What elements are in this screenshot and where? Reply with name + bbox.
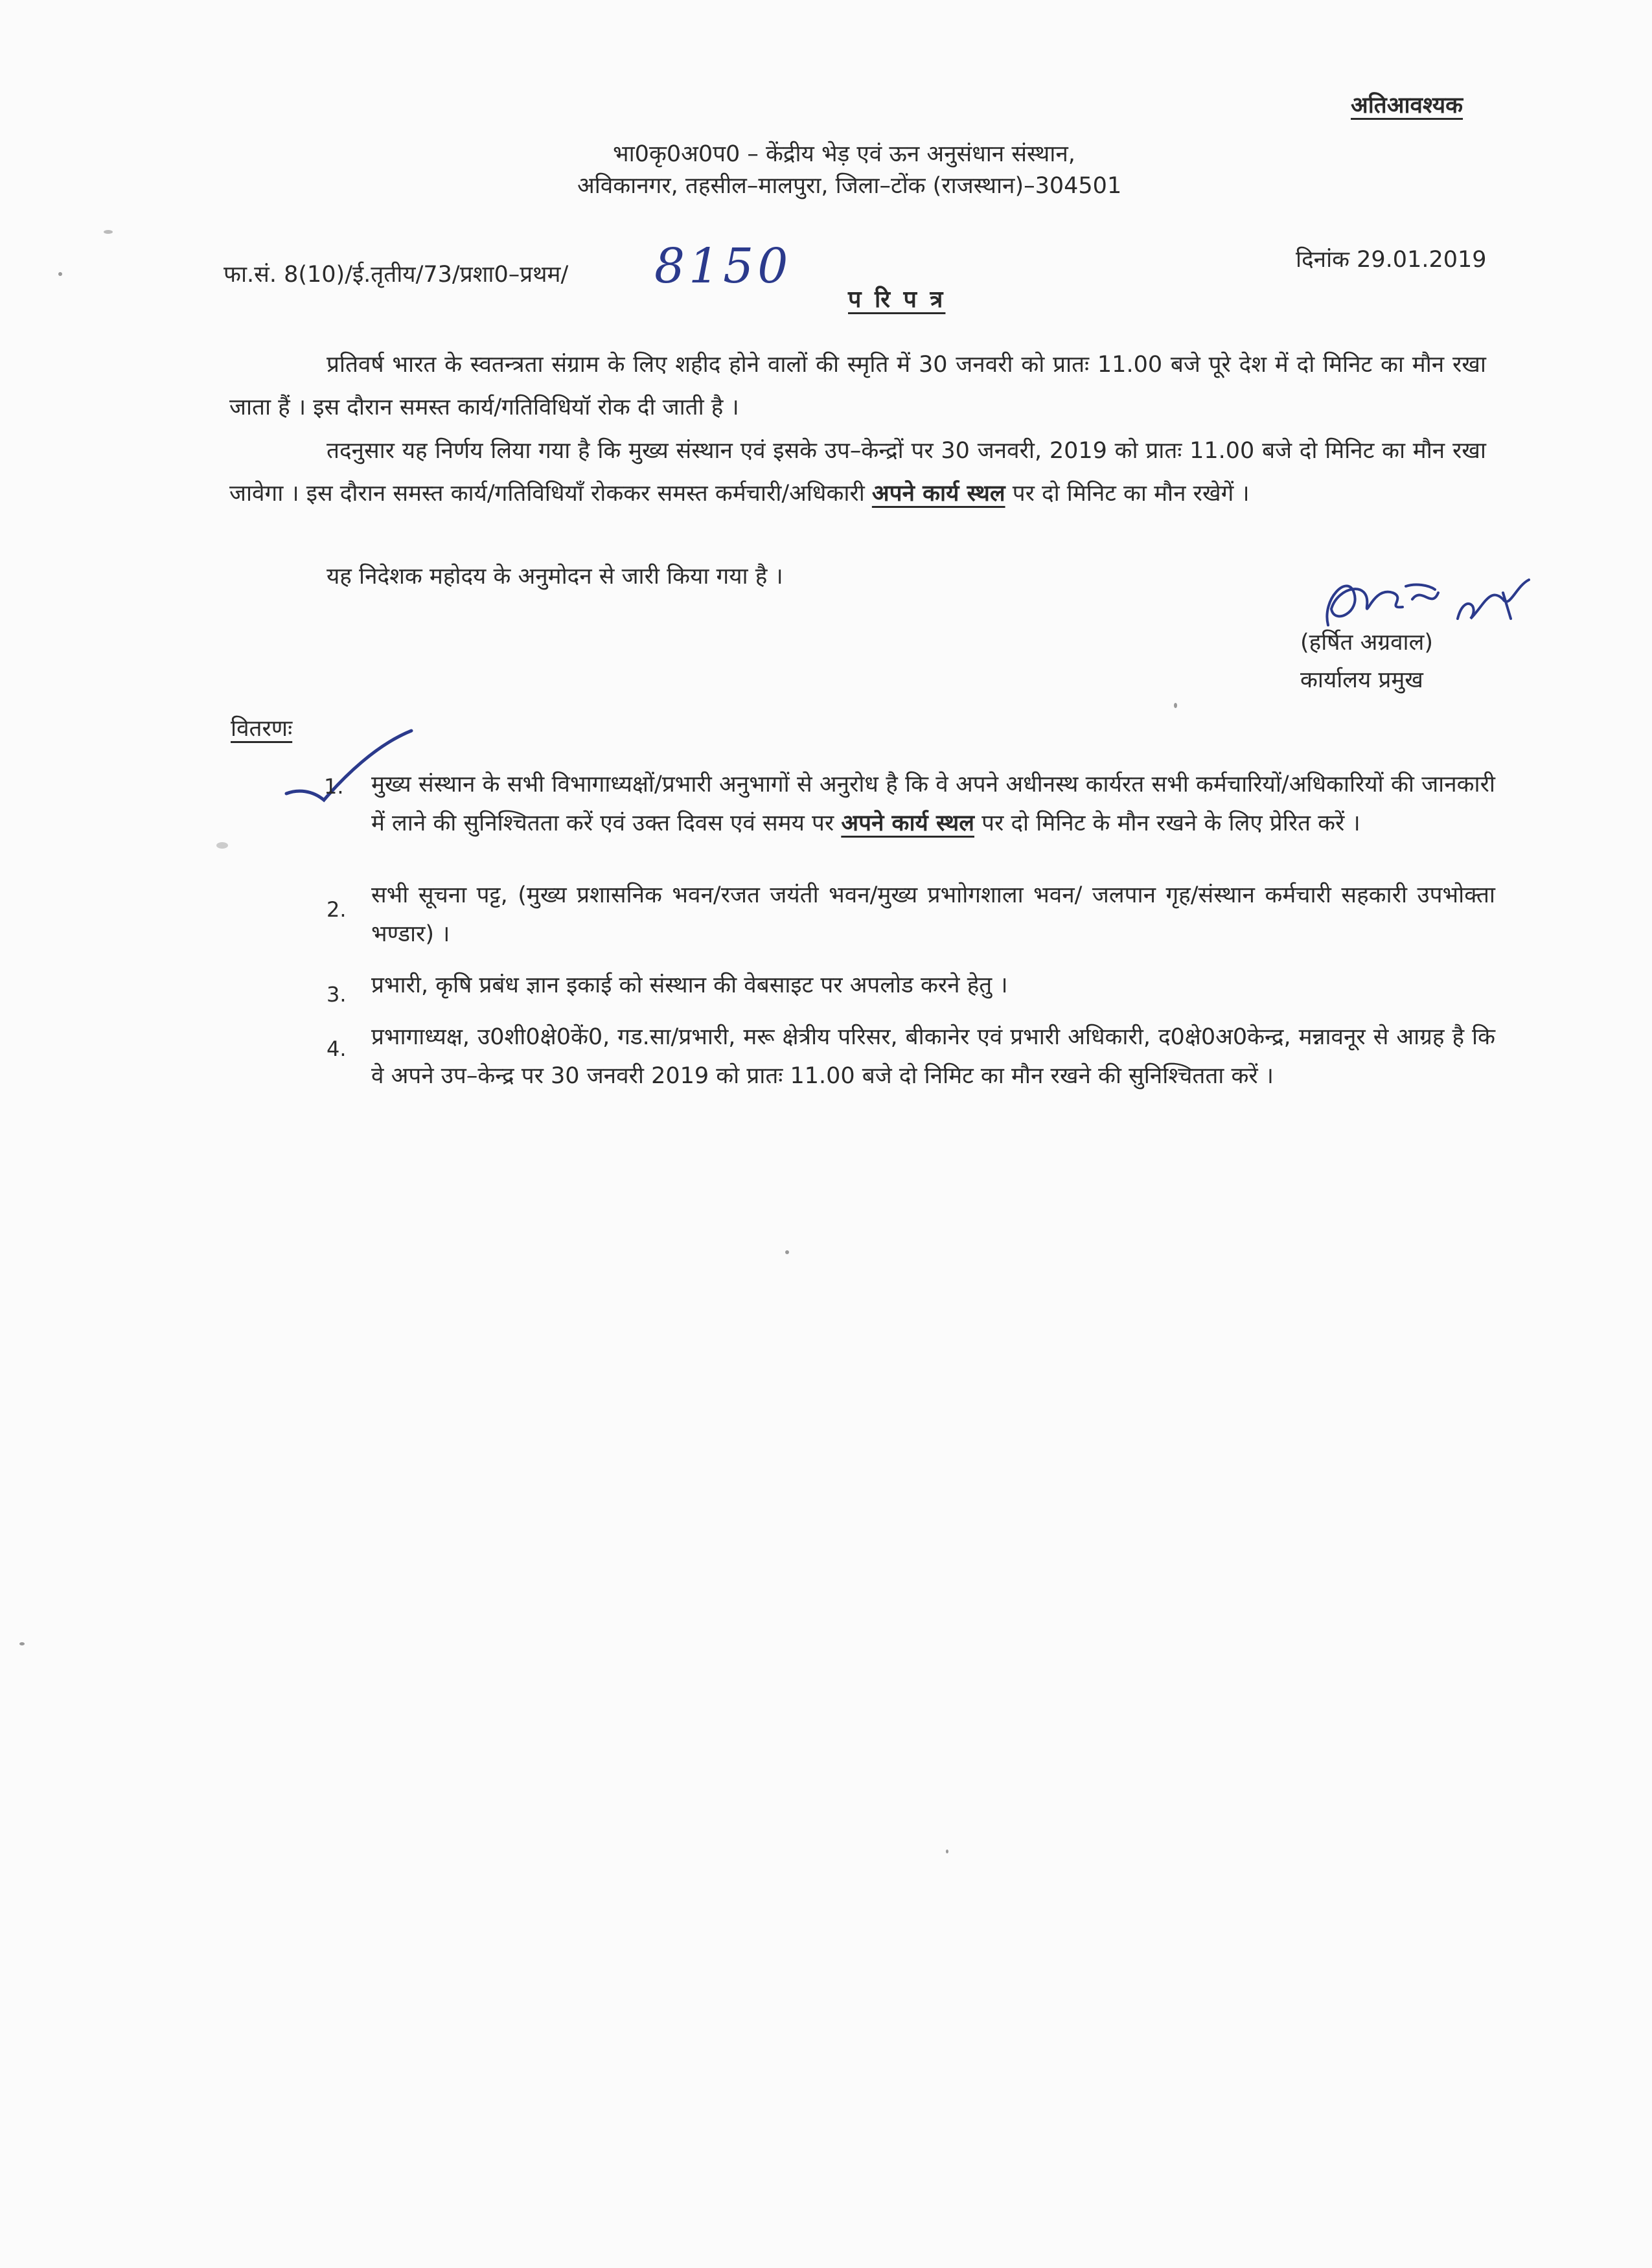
distribution-label: वितरणः <box>231 716 293 742</box>
file-number <box>224 258 568 289</box>
scan-speck <box>19 1642 25 1645</box>
list-number-1: 1. <box>324 774 344 799</box>
scan-speck <box>216 842 228 849</box>
distribution-item-1-text: मुख्य संस्थान के सभी विभागाध्यक्षों/प्रभारी अनुभागों से अनुरोध है कि वे अपने अधीनस्थ कार्यरत सभी कर्मचारियों/अधिकारियों की जानकारी में लाने की सुनिश्चितता करें एवं उक्त दिवस एवं समय पर <box>371 772 1495 836</box>
document-title: प रि प त्र <box>848 286 946 313</box>
signatory-name: (हर्षित अग्रवाल) <box>1300 630 1434 656</box>
signatory-title: कार्यालय प्रमुख <box>1300 667 1423 693</box>
paragraph-3: यह निदेशक महोदय के अनुमोदन से जारी किया गया है । <box>327 564 783 590</box>
institute-name: भा0कृ0अ0प0 – केंद्रीय भेड़ एवं ऊन अनुसंधान संस्थान, <box>613 141 1075 167</box>
distribution-item-1-tail: पर दो मिनिट के मौन रखने के लिए प्रेरित करें । <box>974 810 1360 836</box>
distribution-item-4: प्रभागाध्यक्ष, उ0शी0क्षे0कें0, गड.सा/प्रभारी, मरू क्षेत्रीय परिसर, बीकानेर एवं प्रभारी अधिकारी, द0क्षे0अ0केन्द्र, मन्नावनूर से आग्रह है कि वे अपने उप–केन्द्र पर 30 जनवरी 2019 को प्रातः 11.00 बजे दो निमिट का मौन रखने की सुनिश्चितता करें । <box>371 1024 1495 1089</box>
distribution-item-1 <box>371 765 1495 843</box>
distribution-item-3: प्रभारी, कृषि प्रबंध ज्ञान इकाई को संस्थान की वेबसाइट पर अपलोड करने हेतु । <box>371 972 1008 998</box>
paragraph-2-text: तदनुसार यह निर्णय लिया गया है कि मुख्य संस्थान एवं इसके उप–केन्द्रों पर 30 जनवरी, 2019 को प्रातः 11.00 बजे दो मिनिट का मौन रखा जावेगा । इस दौरान समस्त कार्य/गतिविधियॉं रोककर समस्त कर्मचारी/अधिकारी <box>229 438 1486 507</box>
urgent-label: अतिआवश्यक <box>1351 93 1463 119</box>
distribution-item-1-emphasis: अपने कार्य स्थल <box>841 810 974 836</box>
file-number-printed: फा.सं. 8(10)/ई.तृतीय/73/प्रशा0–प्रथम/ <box>224 262 569 288</box>
scan-speck <box>1174 703 1177 708</box>
scan-speck <box>104 230 113 234</box>
paragraph-2-tail: पर दो मिनिट का मौन रखेगें । <box>1005 481 1250 507</box>
paragraph-1: प्रतिवर्ष भारत के स्वतन्त्रता संग्राम के लिए शहीद होने वालों की स्मृति में 30 जनवरी को प्रातः 11.00 बजे पूरे देश में दो मिनिट का मौन रखा जाता हैं । इस दौरान समस्त कार्य/गतिविधियॉ रोक दी जाती है । <box>229 352 1486 420</box>
scan-speck <box>946 1850 948 1853</box>
paragraph-2 <box>229 430 1486 515</box>
distribution-item-2: सभी सूचना पट्ट, (मुख्य प्रशासनिक भवन/रजत जयंती भवन/मुख्य प्रभाोगशाला भवन/ जलपान गृह/संस्थान कर्मचारी सहकारी उपभोक्ता भण्डार) । <box>371 882 1495 947</box>
institute-address: अविकानगर, तहसील–मालपुरा, जिला–टोंक (राजस्थान)–304501 <box>577 173 1122 199</box>
list-number-3: 3. <box>327 982 347 1007</box>
scan-speck <box>785 1250 789 1254</box>
issue-date: दिनांक 29.01.2019 <box>1296 247 1487 273</box>
paragraph-2-emphasis: अपने कार्य स्थल <box>871 481 1005 507</box>
list-number-4: 4. <box>327 1037 347 1061</box>
handwritten-dispatch-number: 8150 <box>654 238 792 294</box>
list-number-2: 2. <box>327 897 347 922</box>
scan-speck <box>58 272 62 276</box>
